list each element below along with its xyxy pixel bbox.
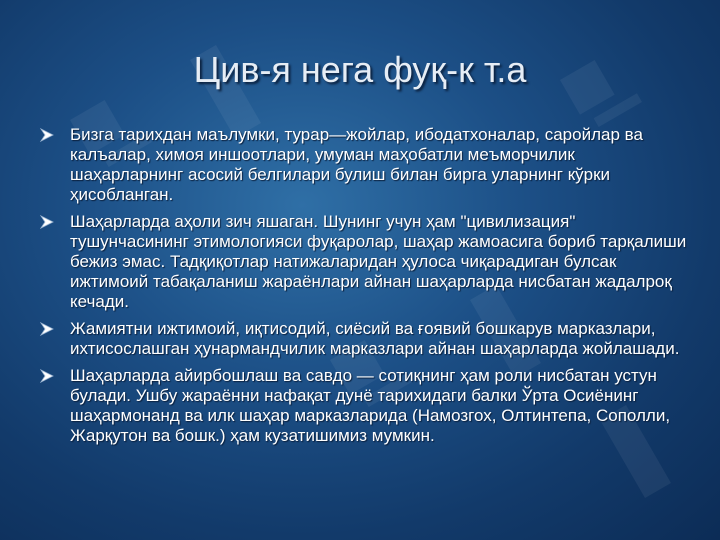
bullet-list: [40, 125, 690, 453]
list-item: [40, 125, 690, 205]
arrowhead-bullet-icon: [40, 215, 54, 229]
slide-title: Цив-я нега фуқ-к т.а: [193, 49, 527, 90]
bullet-text: Жамиятни ижтимоий, иқтисодий, сиёсий ва ғоявий бошкарув марказлари, ихтисослашган ҳунармандчилик марказлари айнан шаҳарларда жойлашади.: [70, 319, 680, 358]
bullet-text: Бизга тарихдан маълумки, турар—жойлар, ибодатхоналар, саройлар ва калъалар, химоя иншоотлари, умуман маҳобатли меъморчилик шаҳарларнинг асосий белгилари булиш билан бирга уларнинг кўрки ҳисобланган.: [70, 125, 643, 204]
list-item: [40, 212, 690, 312]
arrowhead-bullet-icon: [40, 369, 54, 383]
arrowhead-bullet-icon: [40, 322, 54, 336]
list-item: [40, 319, 690, 359]
bullet-text: Шаҳарларда аҳоли зич яшаган. Шунинг учун ҳам "цивилизация" тушунчасининг этимологияси фуқаролар, шаҳар жамоасига бориб тарқалиши бежиз эмас. Тадқиқотлар натижаларидан ҳулоса чиқарадиган булсак ижтимоий табақаланиш жараёнлари айнан шаҳарларда нисбатан жадалроқ кечади.: [70, 212, 687, 311]
list-item: [40, 366, 690, 446]
bullet-text: Шаҳарларда айирбошлаш ва савдо — сотиқнинг ҳам роли нисбатан устун булади. Ушбу жараённи нафақат дунё тарихидаги балки Ўрта Осиёнинг шаҳармонанд ва илк шаҳар марказларида (Намозгох, Олтинтепа, Сополли, Жарқутон ва бошк.) ҳам кузатишимиз мумкин.: [70, 366, 671, 445]
arrowhead-bullet-icon: [40, 128, 54, 142]
